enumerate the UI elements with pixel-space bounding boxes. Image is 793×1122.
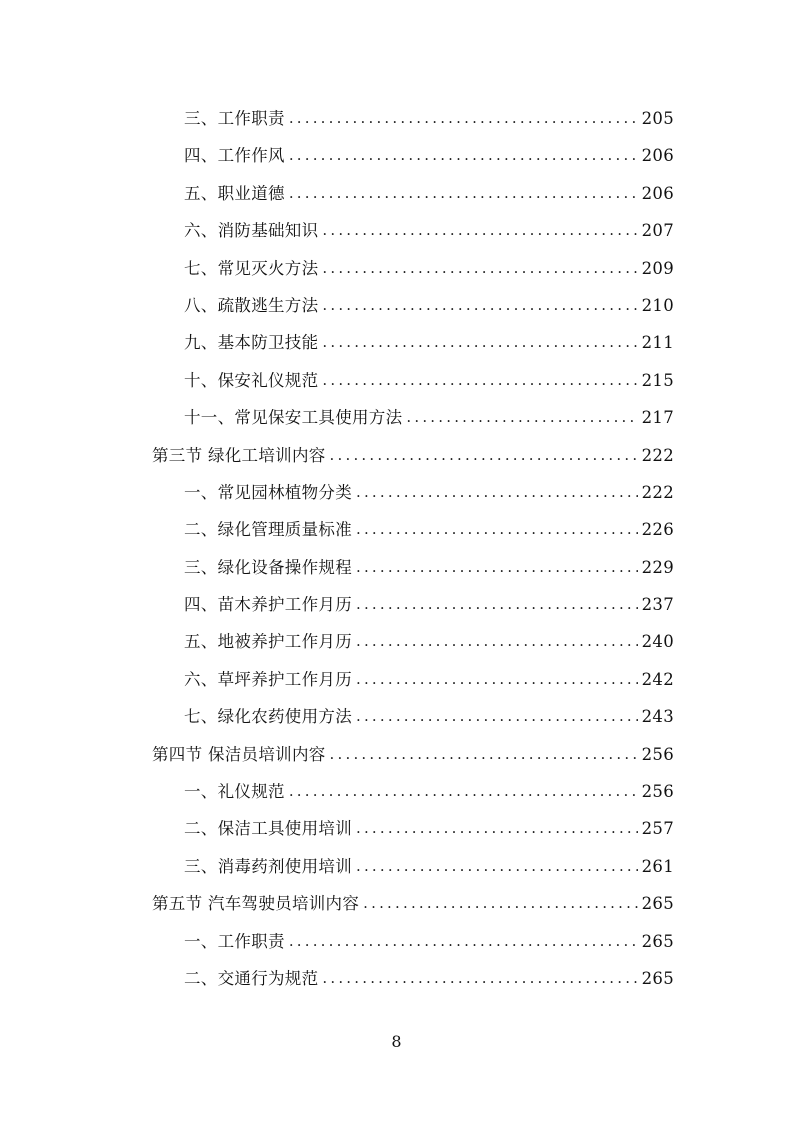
toc-dot-leader	[289, 137, 638, 174]
toc-entry[interactable]	[0, 848, 674, 885]
toc-dot-leader	[322, 362, 637, 399]
toc-dot-leader	[356, 698, 638, 735]
toc-entry-title: 八、疏散逃生方法	[184, 295, 319, 315]
toc-entry-title: 第五节 汽车驾驶员培训内容	[152, 894, 360, 914]
toc-entry-title: 七、常见灭火方法	[184, 258, 319, 278]
toc-entry[interactable]	[0, 137, 674, 174]
toc-entry[interactable]	[0, 923, 674, 960]
toc-entry-title: 第四节 保洁员培训内容	[152, 744, 326, 764]
toc-dot-leader	[289, 175, 638, 212]
toc-dot-leader	[356, 474, 638, 511]
toc-entry-title: 五、地被养护工作月历	[184, 632, 352, 652]
toc-entry-title: 四、工作作风	[184, 146, 285, 166]
toc-entry-page: 265	[641, 931, 674, 951]
toc-entry-title: 三、工作职责	[184, 109, 285, 128]
toc-entry-page: 211	[641, 333, 674, 353]
toc-entry[interactable]	[0, 474, 674, 511]
toc-entry-title: 二、交通行为规范	[184, 968, 319, 988]
toc-entry-title: 二、绿化管理质量标准	[184, 520, 352, 540]
toc-entry[interactable]	[0, 399, 674, 436]
toc-entry-title: 一、礼仪规范	[184, 782, 285, 802]
toc-entry[interactable]	[0, 287, 674, 324]
table-of-contents	[0, 100, 793, 997]
toc-entry-page: 205	[641, 109, 674, 128]
toc-entry-title: 九、基本防卫技能	[184, 333, 319, 353]
toc-entry-page: 207	[641, 221, 674, 241]
toc-section-entry[interactable]	[0, 885, 674, 922]
toc-dot-leader	[322, 324, 637, 361]
toc-entry[interactable]	[0, 810, 674, 847]
toc-section-entry[interactable]	[0, 736, 674, 773]
toc-dot-leader	[330, 437, 638, 474]
toc-entry[interactable]	[0, 362, 674, 399]
toc-entry-title: 三、消毒药剂使用培训	[184, 856, 352, 876]
toc-entry[interactable]	[0, 212, 674, 249]
toc-dot-leader	[289, 773, 638, 810]
toc-section-entry[interactable]	[0, 437, 674, 474]
toc-dot-leader	[289, 100, 638, 137]
toc-dot-leader	[356, 810, 638, 847]
toc-entry[interactable]	[0, 100, 674, 137]
toc-entry[interactable]	[0, 661, 674, 698]
toc-entry-title: 三、绿化设备操作规程	[184, 557, 352, 577]
toc-entry-title: 五、职业道德	[184, 183, 285, 203]
toc-dot-leader	[363, 885, 637, 922]
toc-entry-page: 243	[641, 707, 674, 727]
toc-entry-page: 261	[641, 856, 674, 876]
toc-entry-page: 226	[641, 520, 674, 540]
toc-entry-page: 209	[641, 258, 674, 278]
toc-entry-page: 257	[641, 819, 674, 839]
toc-entry-title: 一、工作职责	[184, 931, 285, 951]
toc-entry-page: 215	[641, 370, 674, 390]
toc-entry[interactable]	[0, 586, 674, 623]
toc-entry-page: 265	[641, 894, 674, 914]
toc-dot-leader	[330, 736, 638, 773]
toc-entry-page: 265	[641, 968, 674, 988]
toc-entry-page: 222	[641, 482, 674, 502]
toc-entry[interactable]	[0, 549, 674, 586]
toc-entry-title: 第三节 绿化工培训内容	[152, 445, 326, 465]
toc-entry-page: 206	[641, 146, 674, 166]
toc-entry-title: 十、保安礼仪规范	[184, 370, 319, 390]
toc-entry[interactable]	[0, 175, 674, 212]
toc-dot-leader	[356, 623, 638, 660]
toc-entry[interactable]	[0, 250, 674, 287]
toc-dot-leader	[356, 661, 638, 698]
toc-entry-page: 206	[641, 183, 674, 203]
page-number: 8	[391, 1032, 402, 1051]
toc-dot-leader	[322, 250, 637, 287]
toc-entry-title: 六、消防基础知识	[184, 221, 319, 241]
toc-entry[interactable]	[0, 623, 674, 660]
toc-dot-leader	[406, 399, 637, 436]
toc-entry[interactable]	[0, 960, 674, 997]
toc-entry-page: 210	[641, 295, 674, 315]
toc-dot-leader	[322, 212, 637, 249]
toc-entry-page: 256	[641, 782, 674, 802]
toc-dot-leader	[322, 287, 637, 324]
toc-entry-page: 217	[641, 408, 674, 428]
toc-entry-page: 237	[641, 595, 674, 615]
toc-dot-leader	[289, 923, 638, 960]
toc-entry-page: 229	[641, 557, 674, 577]
toc-entry-page: 240	[641, 632, 674, 652]
toc-entry-page: 222	[641, 445, 674, 465]
toc-dot-leader	[356, 848, 638, 885]
toc-entry-title: 十一、常见保安工具使用方法	[184, 408, 403, 428]
toc-entry-title: 二、保洁工具使用培训	[184, 819, 352, 839]
toc-dot-leader	[322, 960, 637, 997]
toc-entry[interactable]	[0, 773, 674, 810]
toc-entry-title: 一、常见园林植物分类	[184, 482, 352, 502]
toc-entry-page: 256	[641, 744, 674, 764]
toc-dot-leader	[356, 586, 638, 623]
toc-entry[interactable]	[0, 324, 674, 361]
toc-dot-leader	[356, 511, 638, 548]
toc-entry-title: 七、绿化农药使用方法	[184, 707, 352, 727]
toc-entry-title: 六、草坪养护工作月历	[184, 669, 352, 689]
toc-entry[interactable]	[0, 698, 674, 735]
toc-dot-leader	[356, 549, 638, 586]
toc-entry[interactable]	[0, 511, 674, 548]
toc-entry-title: 四、苗木养护工作月历	[184, 595, 352, 615]
toc-entry-page: 242	[641, 669, 674, 689]
